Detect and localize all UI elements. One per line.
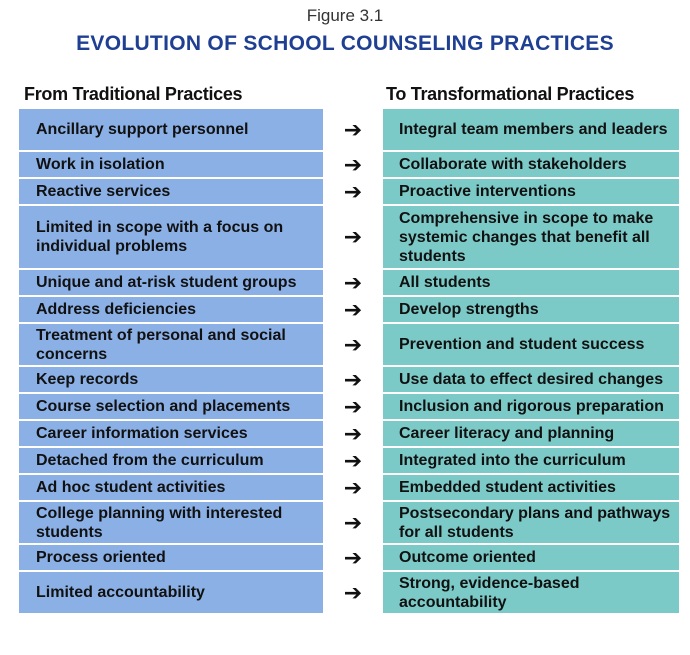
traditional-practice-cell: Unique and at-risk student groups — [19, 270, 323, 295]
figure-label: Figure 3.1 — [306, 6, 384, 25]
traditional-practice-cell: Process oriented — [19, 545, 323, 570]
transformational-practice-cell: Embedded student activities — [383, 475, 679, 500]
practice-row — [19, 572, 679, 613]
right-arrow-icon: ➔ — [343, 509, 363, 535]
transformational-practice-cell: Prevention and student success — [383, 324, 679, 365]
right-arrow-icon: ➔ — [343, 224, 363, 249]
traditional-practice-cell: Reactive services — [19, 179, 323, 204]
transformational-practice-cell: Postsecondary plans and pathways for all students — [383, 502, 679, 543]
right-arrow-icon: ➔ — [343, 269, 363, 295]
practice-row — [19, 206, 679, 268]
right-arrow-icon: ➔ — [343, 151, 363, 177]
transformational-practice-cell: Use data to effect desired changes — [383, 367, 679, 392]
right-arrow-icon: ➔ — [343, 474, 363, 500]
transformational-practice-cell: Collaborate with stakeholders — [383, 152, 679, 177]
traditional-practice-cell: Career information services — [19, 421, 323, 446]
traditional-practice-cell: Limited accountability — [19, 572, 323, 613]
practice-row — [19, 270, 679, 295]
transformational-practice-cell: Proactive interventions — [383, 179, 679, 204]
practice-row — [19, 502, 679, 543]
right-arrow-icon: ➔ — [343, 366, 363, 392]
transformational-practice-cell: Inclusion and rigorous preparation — [383, 394, 679, 419]
right-arrow-icon: ➔ — [343, 296, 363, 322]
practice-row — [19, 109, 679, 150]
transformational-practice-cell: Comprehensive in scope to make systemic changes that benefit all students — [383, 206, 679, 268]
practice-row — [19, 297, 679, 322]
practice-row — [19, 475, 679, 500]
right-arrow-icon: ➔ — [343, 116, 363, 142]
practice-row — [19, 152, 679, 177]
figure-title: EVOLUTION OF SCHOOL COUNSELING PRACTICES — [76, 32, 614, 55]
transformational-practice-cell: Integral team members and leaders — [383, 109, 679, 150]
right-arrow-icon: ➔ — [343, 447, 363, 473]
practice-row — [19, 324, 679, 365]
right-arrow-icon: ➔ — [343, 393, 363, 419]
traditional-practice-cell: Detached from the curriculum — [19, 448, 323, 473]
traditional-practice-cell: Limited in scope with a focus on individual problems — [19, 206, 323, 268]
practice-row — [19, 421, 679, 446]
right-arrow-icon: ➔ — [343, 420, 363, 446]
right-arrow-icon: ➔ — [343, 178, 363, 204]
practice-row — [19, 367, 679, 392]
right-arrow-icon: ➔ — [343, 544, 363, 570]
traditional-practice-cell: Address deficiencies — [19, 297, 323, 322]
practice-row — [19, 394, 679, 419]
transformational-practice-cell: Outcome oriented — [383, 545, 679, 570]
transformational-practice-cell: Strong, evidence-based accountability — [383, 572, 679, 613]
right-arrow-icon: ➔ — [343, 579, 363, 605]
transformational-practice-cell: Integrated into the curriculum — [383, 448, 679, 473]
practices-table — [19, 109, 679, 613]
traditional-practice-cell: Work in isolation — [19, 152, 323, 177]
left-column-header: From Traditional Practices — [24, 84, 243, 104]
right-column-header: To Transformational Practices — [386, 84, 635, 104]
traditional-practice-cell: Course selection and placements — [19, 394, 323, 419]
transformational-practice-cell: All students — [383, 270, 679, 295]
transformational-practice-cell: Develop strengths — [383, 297, 679, 322]
practice-row — [19, 179, 679, 204]
traditional-practice-cell: Ancillary support personnel — [19, 109, 323, 150]
traditional-practice-cell: Keep records — [19, 367, 323, 392]
traditional-practice-cell: Treatment of personal and social concerns — [19, 324, 323, 365]
practice-row — [19, 545, 679, 570]
traditional-practice-cell: College planning with interested students — [19, 502, 323, 543]
right-arrow-icon: ➔ — [343, 331, 363, 357]
transformational-practice-cell: Career literacy and planning — [383, 421, 679, 446]
traditional-practice-cell: Ad hoc student activities — [19, 475, 323, 500]
practice-row — [19, 448, 679, 473]
